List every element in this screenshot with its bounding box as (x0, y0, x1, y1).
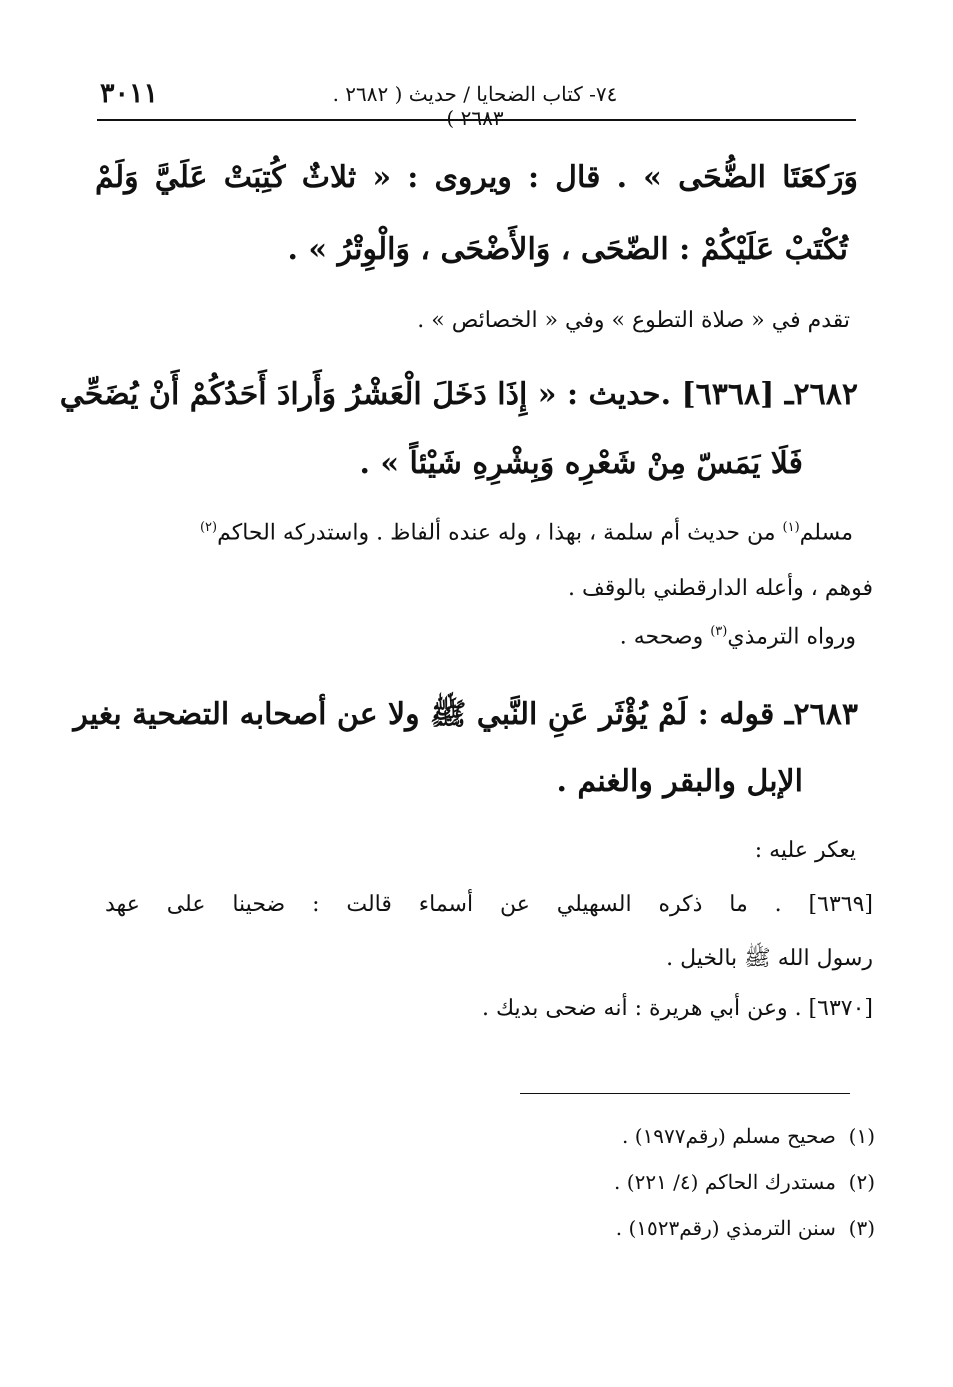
takhrij-text-b: من حديث أم سلمة ، بهذا ، وله عنده ألفاظ . واستدركه الحاكم (217, 520, 783, 546)
footnote-1-number: (١) (848, 1124, 875, 1148)
hadith-2682-line-1: ٢٦٨٢ـ [٦٣٦٨] .حديث : « إِذَا دَخَلَ الْعَشْرُ وَأَرادَ أَحَدُكُمْ أَنْ يُضَحِّي (59, 377, 858, 412)
footnote-3-text: سنن الترمذي (رقم١٥٢٣) . (615, 1216, 836, 1240)
note-line-3: تقدم في « صلاة التطوع » وفي « الخصائص » . (417, 308, 850, 333)
footnote-ref-2[interactable]: (٢) (199, 520, 218, 535)
body-line-1: وَرَكعَتَا الضُّحَى » . قال : ويروى : « ثلاثٌ كُتِبَتْ عَلَيَّ وَلَمْ (95, 160, 858, 195)
takhrij-text-a: مسلم (799, 520, 853, 546)
hadith-2683-line-1: ٢٦٨٣ـ قوله : لَمْ يُؤْثَر عَنِ النَّبي ﷺ ولا عن أصحابه التضحية بغير (73, 697, 858, 732)
footnote-2-text: مستدرك الحاكم (٤/ ٢٢١) . (614, 1170, 836, 1194)
footnote-ref-1[interactable]: (١) (782, 520, 800, 535)
takhrij-line-2: فوهم ، وأعله الدارقطني بالوقف . (568, 576, 873, 601)
takhrij-line-3 (95, 624, 856, 649)
header-rule (97, 119, 856, 121)
objection-line-1: [٦٣٦٩] . ما ذكره السهيلي عن أسماء قالت : ضحينا على عهد (105, 892, 873, 917)
footnote-3-number: (٣) (848, 1216, 875, 1240)
objection-line-2: رسول الله ﷺ بالخيل . (666, 946, 873, 971)
takhrij-line-1 (95, 520, 853, 545)
footnote-2-number: (٢) (848, 1170, 875, 1194)
footnote-2 (120, 1170, 875, 1194)
footnote-1-text: صحيح مسلم (رقم١٩٧٧) . (622, 1124, 836, 1148)
body-line-2: تُكْتَبْ عَلَيْكُمْ : الضّحَى ، وَالأَضْحَى ، وَالْوِتْرُ » . (287, 232, 848, 267)
page-number: ٣٠١١ (100, 78, 159, 109)
objection-line-3: [٦٣٧٠] . وعن أبي هريرة : أنه ضحى بديك . (482, 996, 873, 1021)
footnote-3 (120, 1216, 875, 1240)
hadith-2682-line-2: فَلَا يَمَسّ مِنْ شَعْرِه وَبِشْرِهِ شَيْئاً » . (359, 446, 803, 481)
objection-heading: يعكر عليه : (754, 838, 856, 863)
footnote-ref-3[interactable]: (٣) (710, 624, 728, 639)
takhrij-line-3-b: وصححه . (619, 624, 711, 650)
footnote-separator (520, 1093, 850, 1094)
footnote-1 (120, 1124, 875, 1148)
takhrij-line-3-a: ورواه الترمذي (727, 624, 856, 650)
running-title: ٧٤- كتاب الضحايا / حديث ( ٢٦٨٢ . ٢٦٨٣ ) (332, 82, 618, 130)
hadith-2683-line-2: الإبل والبقر والغنم . (556, 764, 803, 799)
